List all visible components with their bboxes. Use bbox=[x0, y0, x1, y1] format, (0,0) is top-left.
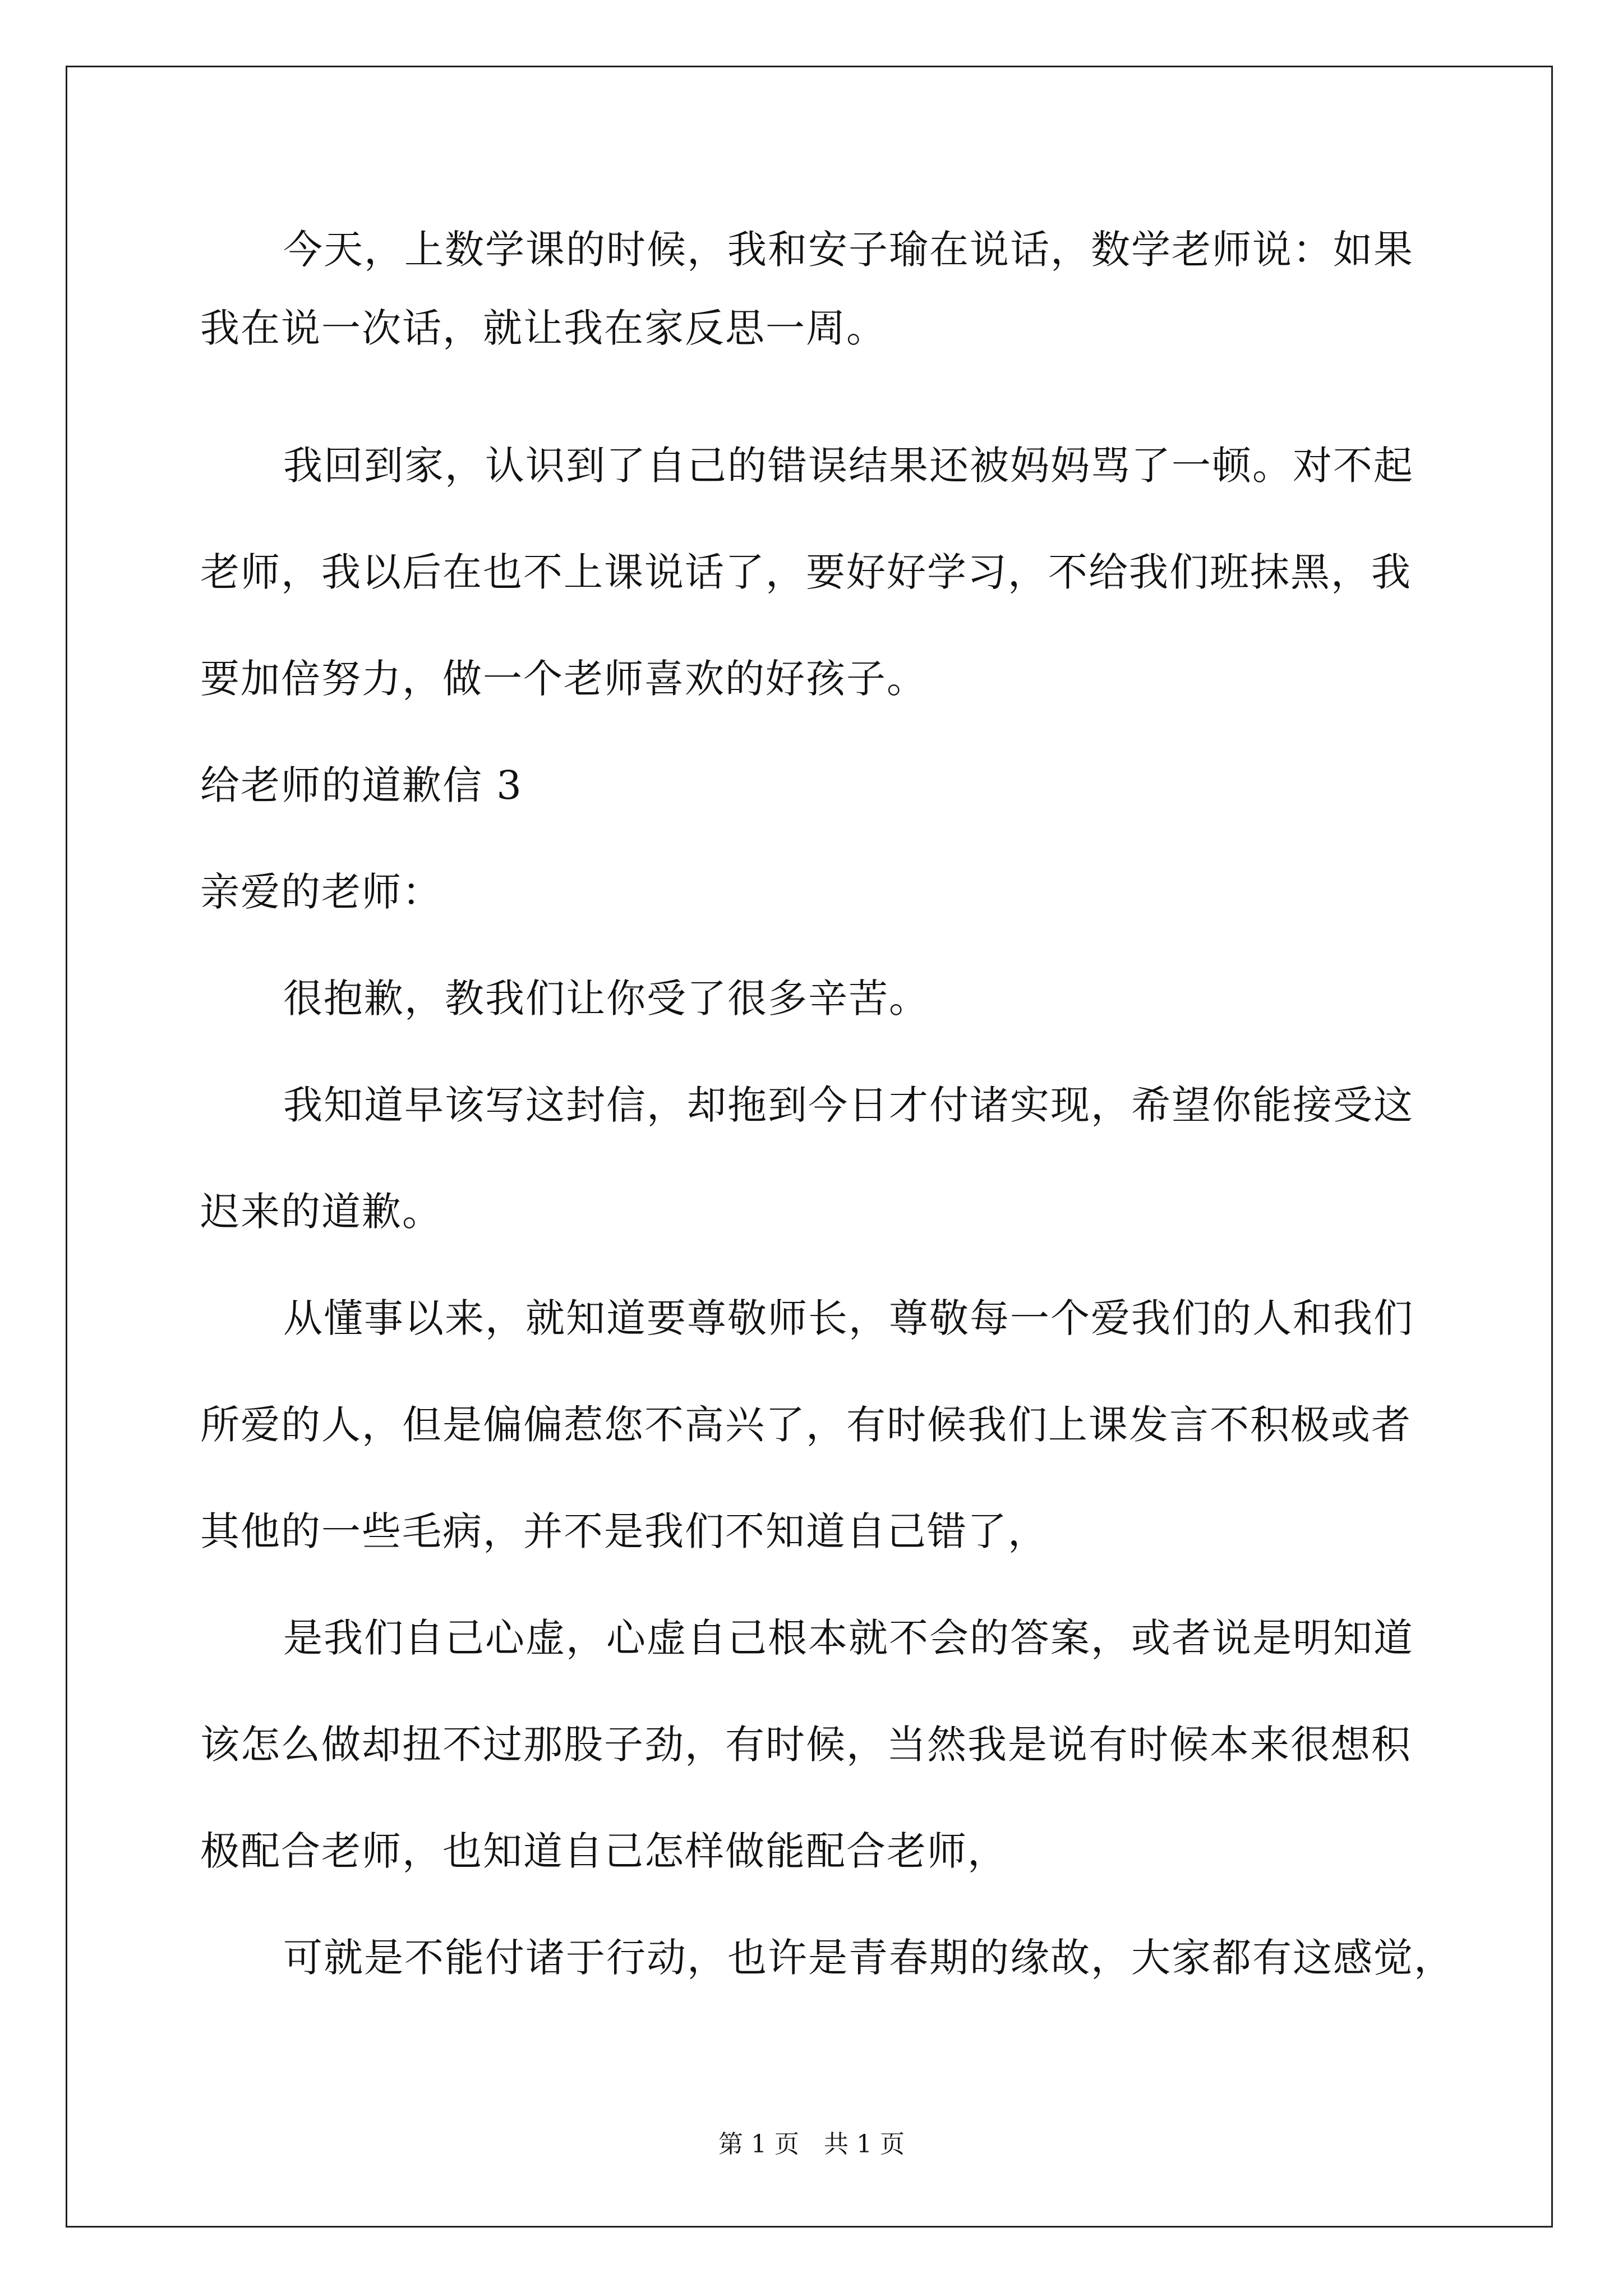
body-line: 很抱歉，教我们让你受了很多辛苦。 bbox=[283, 976, 929, 1022]
body-line: 迟来的道歉。 bbox=[200, 1189, 442, 1235]
body-line: 要加倍努力，做一个老师喜欢的好孩子。 bbox=[200, 656, 927, 702]
salutation: 亲爱的老师： bbox=[200, 869, 442, 915]
body-line: 我在说一次话，就让我在家反思一周。 bbox=[200, 305, 887, 351]
body-line: 所爱的人，但是偏偏惹您不高兴了，有时候我们上课发言不积极或者 bbox=[200, 1402, 1412, 1448]
body-line: 今天，上数学课的时候，我和安子瑜在说话，数学老师说：如果 bbox=[283, 227, 1414, 273]
section-heading: 给老师的道歉信 3 bbox=[200, 762, 523, 808]
body-line: 老师，我以后在也不上课说话了，要好好学习，不给我们班抹黑，我 bbox=[200, 549, 1412, 595]
body-line: 是我们自己心虚，心虚自己根本就不会的答案，或者说是明知道 bbox=[283, 1615, 1414, 1661]
body-line: 极配合老师，也知道自己怎样做能配合老师， bbox=[200, 1828, 1008, 1874]
body-line: 该怎么做却扭不过那股子劲，有时候，当然我是说有时候本来很想积 bbox=[200, 1722, 1412, 1768]
body-line: 我知道早该写这封信，却拖到今日才付诸实现，希望你能接受这 bbox=[283, 1082, 1414, 1128]
page-number-footer: 第 1 页 共 1 页 bbox=[718, 2130, 905, 2159]
page-border bbox=[66, 66, 1553, 2228]
body-line: 其他的一些毛病，并不是我们不知道自己错了， bbox=[200, 1508, 1048, 1554]
body-line: 可就是不能付诸于行动，也许是青春期的缘故，大家都有这感觉， bbox=[283, 1935, 1454, 1981]
body-line: 从懂事以来，就知道要尊敬师长，尊敬每一个爱我们的人和我们 bbox=[283, 1295, 1414, 1341]
body-line: 我回到家，认识到了自己的错误结果还被妈妈骂了一顿。对不起 bbox=[283, 443, 1414, 489]
